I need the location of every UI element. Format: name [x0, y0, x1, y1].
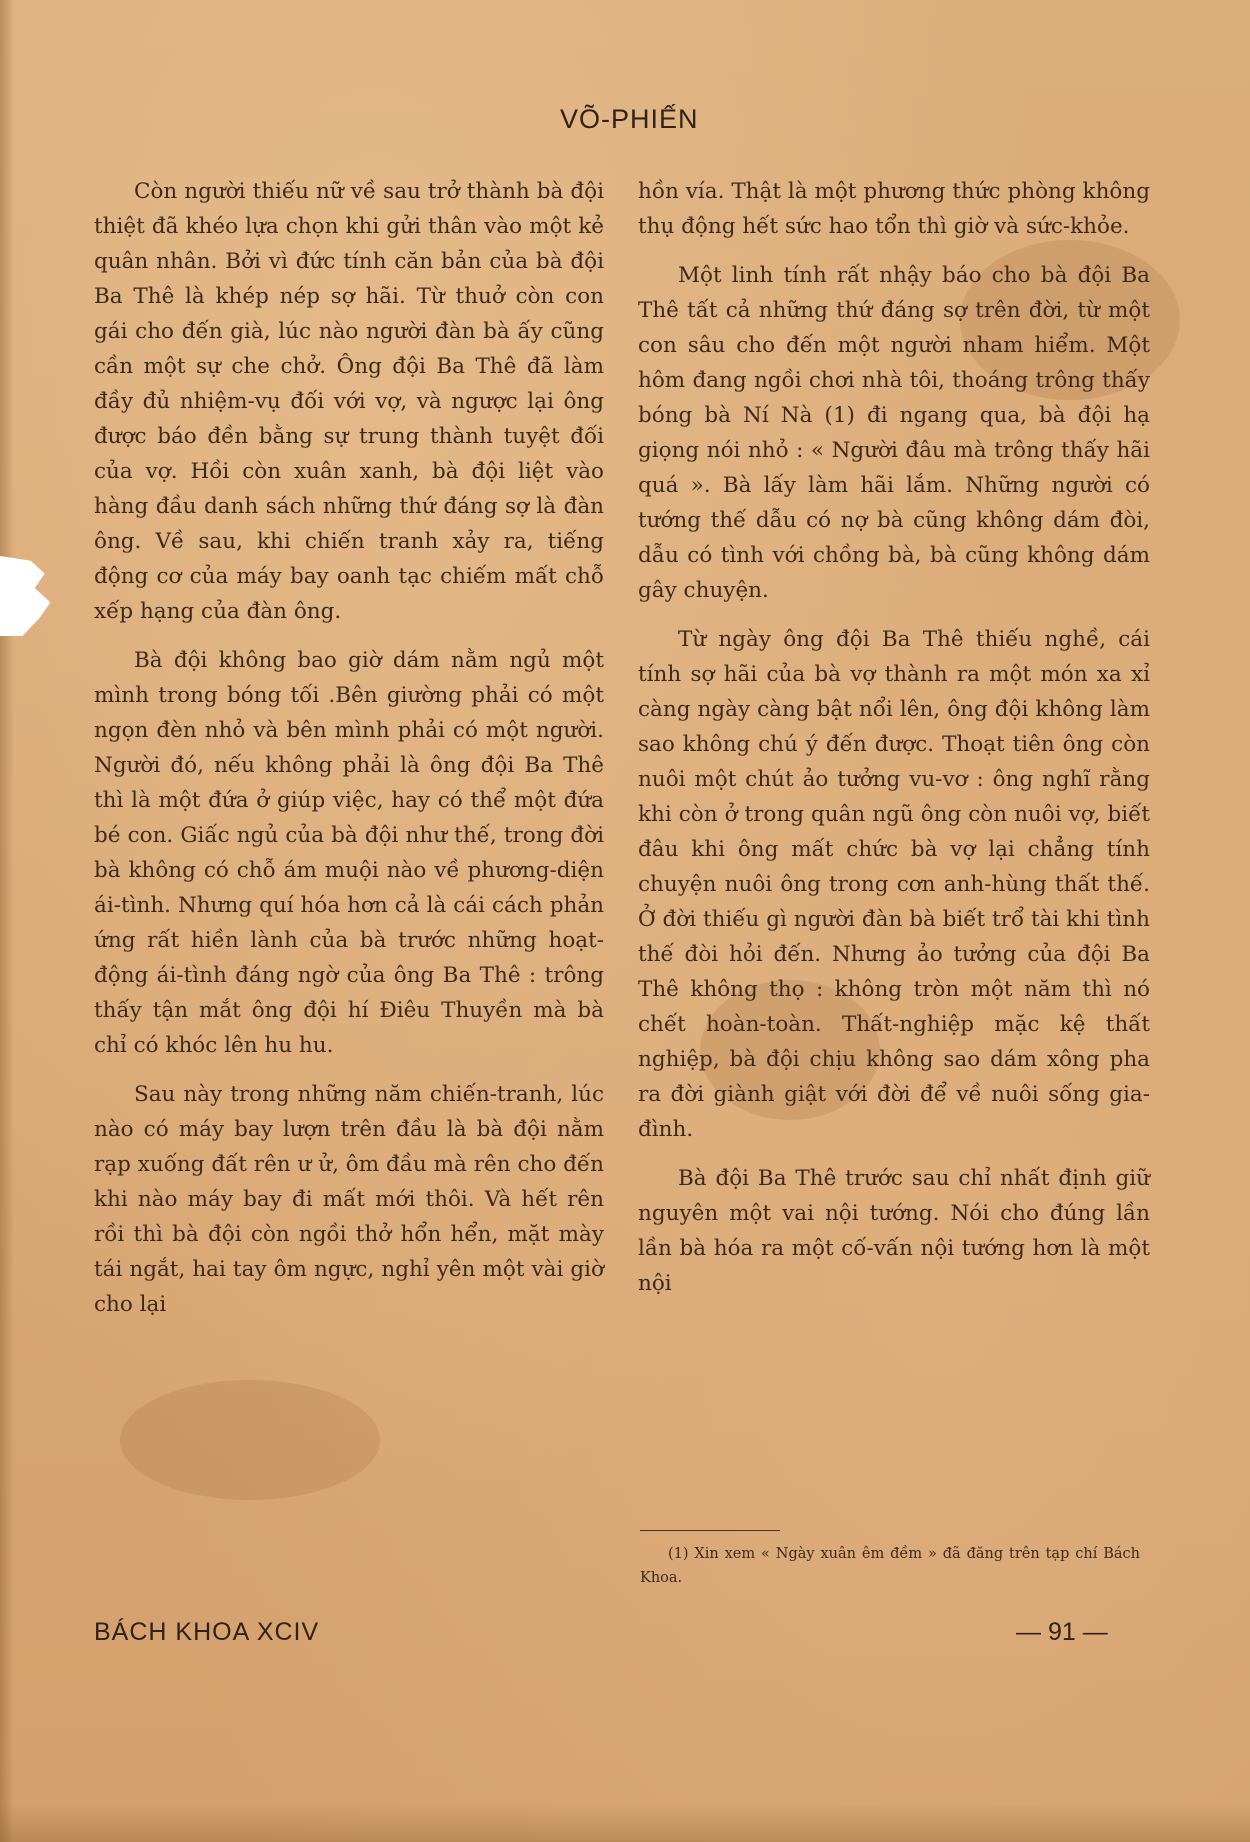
- torn-edge: [0, 556, 56, 636]
- paragraph: Sau này trong những năm chiến-tranh, lúc nào có máy bay lượn trên đầu là bà đội nằm rạp xuống đất rên ư ử, ôm đầu mà rên cho đến khi nào máy bay đi mất mới thôi. Và hết rên rồi thì bà đội còn ngồi thở hổn hển, mặt mày tái ngắt, hai tay ôm ngực, nghỉ yên một vài giờ cho lại: [94, 1082, 604, 1317]
- left-column: [94, 174, 604, 1336]
- running-head: VÕ-PHIẾN: [560, 104, 699, 134]
- footnote-rule: [640, 1530, 780, 1531]
- publication-footer: BÁCH KHOA XCIV: [94, 1618, 320, 1646]
- paragraph: hồn vía. Thật là một phương thức phòng không thụ động hết sức hao tổn thì giờ và sức-khỏe.: [638, 179, 1150, 239]
- paragraph: Còn người thiếu nữ về sau trở thành bà đội thiệt đã khéo lựa chọn khi gửi thân vào một kẻ quân nhân. Bởi vì đức tính căn bản của bà đội Ba Thê là khép nép sợ hãi. Từ thuở còn con gái cho đến già, lúc nào người đàn bà ấy cũng cần một sự che chở. Ông đội Ba Thê đã làm đầy đủ nhiệm-vụ đối với vợ, và ngược lại ông được báo đền bằng sự trung thành tuyệt đối của vợ. Hồi còn xuân xanh, bà đội liệt vào hàng đầu danh sách những thứ đáng sợ là đàn ông. Về sau, khi chiến tranh xảy ra, tiếng động cơ của máy bay oanh tạc chiếm mất chỗ xếp hạng của đàn ông.: [94, 179, 604, 624]
- page-number: — 91 —: [1016, 1618, 1108, 1646]
- page-bottom-shadow: [0, 1802, 1250, 1842]
- paragraph: Một linh tính rất nhậy báo cho bà đội Ba Thê tất cả những thứ đáng sợ trên đời, từ một con sâu cho đến một người nham hiểm. Một hôm đang ngồi chơi nhà tôi, thoáng trông thấy bóng bà Ní Nà (1) đi ngang qua, bà đội hạ giọng nói nhỏ : « Người đâu mà trông thấy hãi quá ». Bà lấy làm hãi lắm. Những người có tướng thế dẫu có nợ bà cũng không dám đòi, dẫu có tình với chồng bà, bà cũng không dám gây chuyện.: [638, 263, 1150, 603]
- right-column: [638, 174, 1150, 1315]
- paragraph: Bà đội Ba Thê trước sau chỉ nhất định giữ nguyên một vai nội tướng. Nói cho đúng lần lần bà hóa ra một cố-vấn nội tướng hơn là một nội: [638, 1166, 1150, 1296]
- paragraph: Từ ngày ông đội Ba Thê thiếu nghề, cái tính sợ hãi của bà vợ thành ra một món xa xỉ càng ngày càng bật nổi lên, ông đội không làm sao không chú ý đến được. Thoạt tiên ông còn nuôi một chút ảo tưởng vu-vơ : ông nghĩ rằng khi còn ở trong quân ngũ ông còn nuôi vợ, biết đâu khi ông mất chức bà vợ lại chẳng tính chuyện nuôi ông trong cơn anh-hùng thất thế. Ở đời thiếu gì người đàn bà biết trổ tài khi tình thế đòi hỏi đến. Nhưng ảo tưởng của đội Ba Thê không thọ : không tròn một năm thì nó chết hoàn-toàn. Thất-nghiệp mặc kệ thất nghiệp, bà đội chịu không sao dám xông pha ra đời giành giật với đời để về nuôi sống gia-đình.: [638, 627, 1150, 1142]
- paragraph: Bà đội không bao giờ dám nằm ngủ một mình trong bóng tối .Bên giường phải có một ngọn đèn nhỏ và bên mình phải có một người. Người đó, nếu không phải là ông đội Ba Thê thì là một đứa ở giúp việc, hay có thể một đứa bé con. Giấc ngủ của bà đội như thế, trong đời bà không có chỗ ám muội nào về phương-diện ái-tình. Nhưng quí hóa hơn cả là cái cách phản ứng rất hiền lành của bà trước những hoạt-động ái-tình đáng ngờ của ông Ba Thê : trông thấy tận mắt ông đội hí Điêu Thuyền mà bà chỉ có khóc lên hu hu.: [94, 648, 604, 1058]
- page-edge-shadow: [0, 0, 14, 1842]
- footnote: (1) Xin xem « Ngày xuân êm đềm » đã đăng trên tạp chí Bách Khoa.: [640, 1546, 1140, 1586]
- paper-stain: [120, 1380, 380, 1500]
